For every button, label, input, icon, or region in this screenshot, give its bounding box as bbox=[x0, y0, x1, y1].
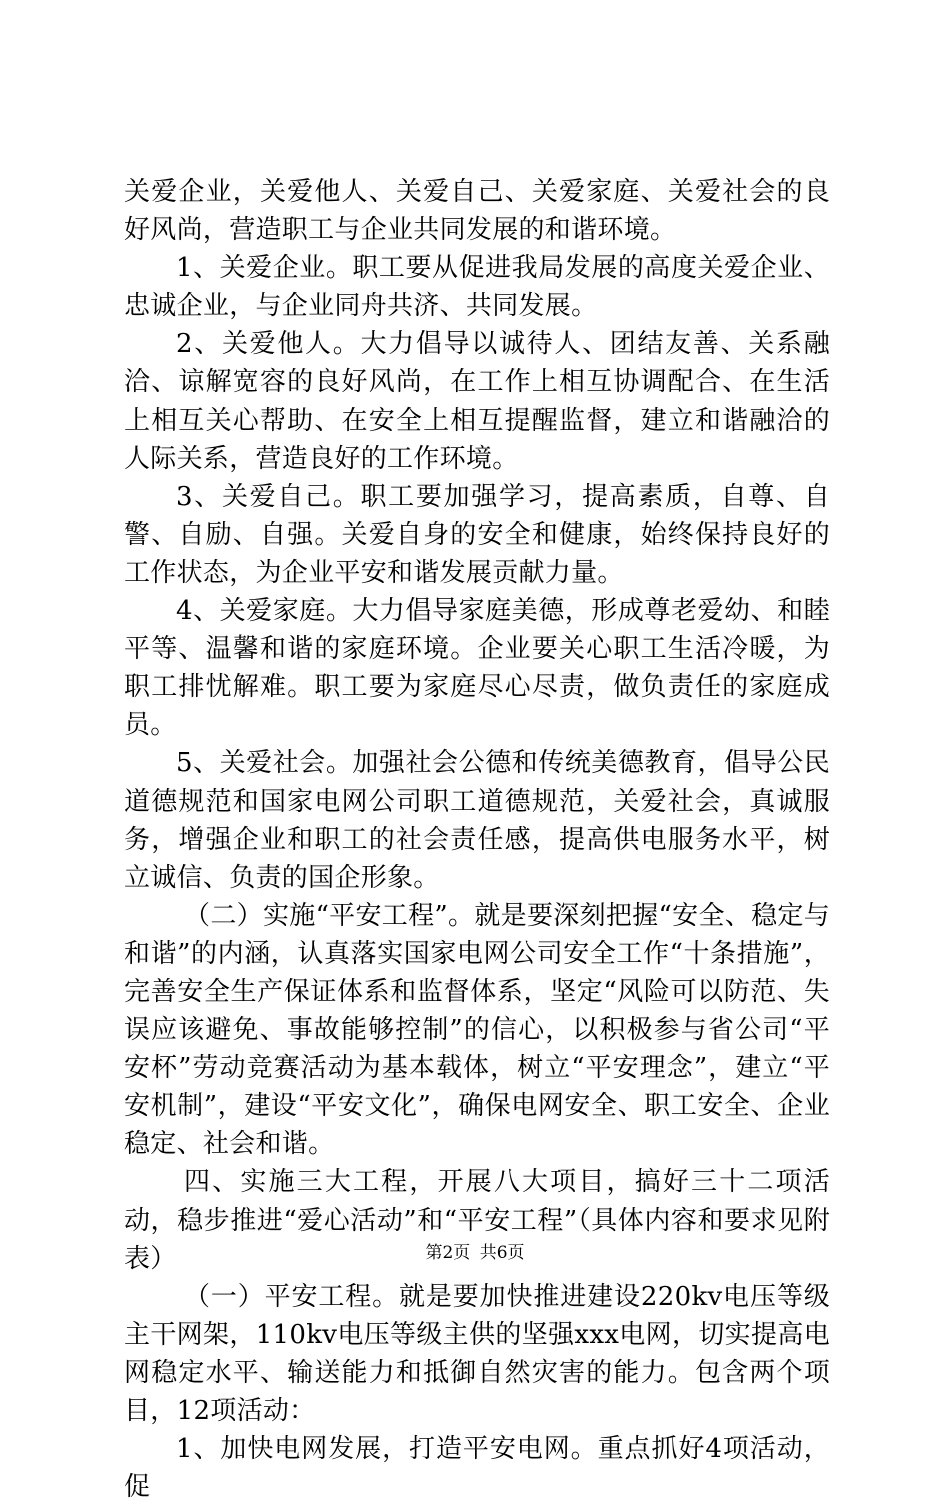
document-body bbox=[124, 173, 830, 1506]
paragraph-safety-engineering: （一）平安工程。就是要加快推进建设220kv电压等级主干网架，110kv电压等级主供的坚强xxx电网，切实提高电网稳定水平、输送能力和抵御自然灾害的能力。包含两个项目，12项活动： bbox=[124, 1281, 830, 1426]
page-footer bbox=[0, 1242, 950, 1264]
paragraph-care-others: 2、关爱他人。大力倡导以诚待人、团结友善、关系融洽、谅解宽容的良好风尚，在工作上相互协调配合、在生活上相互关心帮助、在安全上相互提醒监督，建立和谐融洽的人际关系，营造良好的工作环境。 bbox=[124, 329, 830, 474]
page-total: 共6页 bbox=[479, 1243, 525, 1263]
paragraph-intro-continuation: 关爱企业，关爱他人、关爱自己、关爱家庭、关爱社会的良好风尚，营造职工与企业共同发展的和谐环境。 bbox=[124, 177, 830, 246]
paragraph-care-society: 5、关爱社会。加强社会公德和传统美德教育，倡导公民道德规范和国家电网公司职工道德规范，关爱社会，真诚服务，增强企业和职工的社会责任感，提高供电服务水平，树立诚信、负责的国企形象。 bbox=[124, 748, 830, 893]
page-number: 第2页 bbox=[425, 1243, 471, 1263]
paragraph-grid-development: 1、加快电网发展，打造平安电网。重点抓好4项活动，促 bbox=[124, 1434, 830, 1503]
paragraph-safety-project: （二）实施“平安工程”。就是要深刻把握“安全、稳定与和谐”的内涵，认真落实国家电网公司安全工作“十条措施”，完善安全生产保证体系和监督体系，坚定“风险可以防范、失误应该避免、事故能够控制”的信心，以积极参与省公司“平安杯”劳动竞赛活动为基本载体，树立“平安理念”，建立“平安机制”，建设“平安文化”，确保电网安全、职工安全、企业稳定、社会和谐。 bbox=[124, 900, 830, 1160]
paragraph-care-family: 4、关爱家庭。大力倡导家庭美德，形成尊老爱幼、和睦平等、温馨和谐的家庭环境。企业要关心职工生活冷暖，为职工排忧解难。职工要为家庭尽心尽责，做负责任的家庭成员。 bbox=[124, 596, 830, 741]
paragraph-care-enterprise: 1、关爱企业。职工要从促进我局发展的高度关爱企业、忠诚企业，与企业同舟共济、共同发展。 bbox=[124, 253, 830, 322]
section-heading-four: 四、实施三大工程，开展八大项目，搞好三十二项活动，稳步推进“爱心活动”和“平安工程”（具体内容和要求见附表） bbox=[124, 1167, 830, 1274]
paragraph-care-self: 3、关爱自己。职工要加强学习，提高素质，自尊、自警、自励、自强。关爱自身的安全和健康，始终保持良好的工作状态，为企业平安和谐发展贡献力量。 bbox=[124, 481, 830, 588]
